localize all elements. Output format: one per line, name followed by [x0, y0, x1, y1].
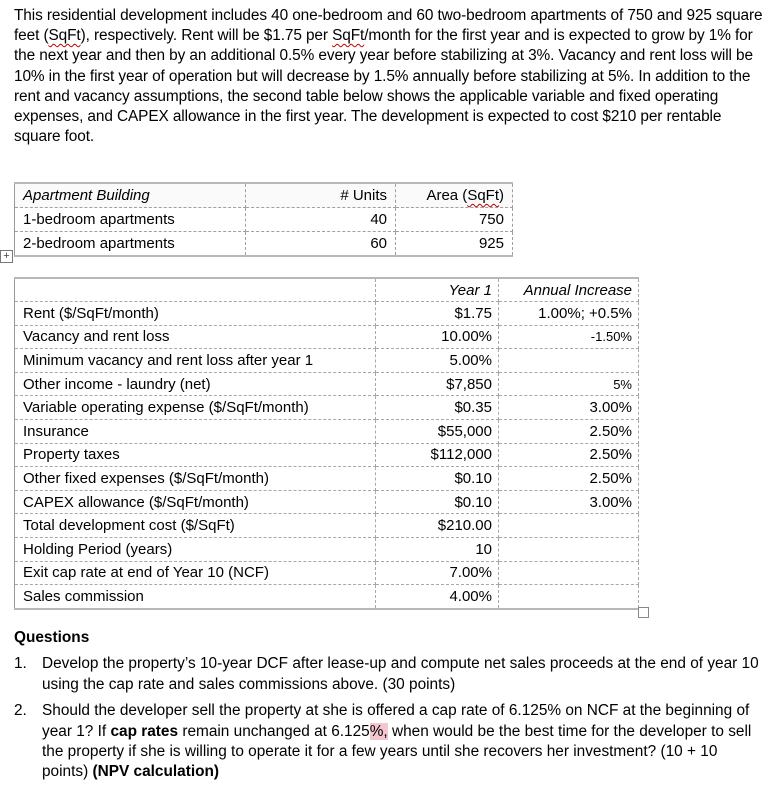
table-cell: 40 — [246, 208, 396, 232]
q2-part-a: Should the developer sell the property at she is offered a cap rate of 6.125% on NCF at the beginning of year 1? If — [42, 702, 750, 740]
area-sqft: SqFt — [467, 187, 499, 204]
table-row — [15, 443, 639, 467]
table-cell — [499, 537, 639, 561]
table-cell: $7,850 — [376, 372, 499, 396]
intro-text-1: This residential development includes 40 one-bedroom and 60 two-bedroom apartments of 750 and 925 square feet ( — [14, 7, 763, 45]
header-year1: Year 1 — [376, 278, 499, 302]
q2-highlight: %, — [369, 722, 388, 740]
table-row — [15, 396, 639, 420]
table-cell: $112,000 — [376, 443, 499, 467]
table-header-row — [15, 278, 639, 302]
question-2 — [14, 701, 766, 783]
table-cell: Sales commission — [15, 585, 376, 609]
question-text — [42, 701, 766, 783]
table-cell: $0.35 — [376, 396, 499, 420]
table-cell: 3.00% — [499, 490, 639, 514]
intro-paragraph — [14, 6, 764, 147]
table-row — [15, 537, 639, 561]
table-cell: Holding Period (years) — [15, 537, 376, 561]
table-cell: Vacancy and rent loss — [15, 325, 376, 349]
table-cell: 2-bedroom apartments — [15, 232, 246, 257]
table-cell: 10.00% — [376, 325, 499, 349]
table-resize-handle-icon[interactable] — [638, 607, 649, 618]
questions-section — [14, 628, 766, 789]
table-cell: 5.00% — [376, 349, 499, 373]
table-row — [15, 419, 639, 443]
question-1 — [14, 654, 766, 695]
table-cell: Other fixed expenses ($/SqFt/month) — [15, 467, 376, 491]
table-cell: 1.00%; +0.5% — [499, 302, 639, 326]
table-cell: 925 — [396, 232, 513, 257]
intro-text-2: ), respectively. Rent will be $1.75 per — [80, 27, 333, 45]
table-cell: 7.00% — [376, 561, 499, 585]
table-row — [15, 490, 639, 514]
table-cell: $0.10 — [376, 467, 499, 491]
table-cell: Minimum vacancy and rent loss after year 1 — [15, 349, 376, 373]
table-row — [15, 467, 639, 491]
table-cell: 4.00% — [376, 585, 499, 609]
table-cell: 60 — [246, 232, 396, 257]
table-cell: -1.50% — [499, 325, 639, 349]
table-cell: Exit cap rate at end of Year 10 (NCF) — [15, 561, 376, 585]
table-cell: Rent ($/SqFt/month) — [15, 302, 376, 326]
apartment-table[interactable] — [14, 182, 513, 257]
table-cell: 750 — [396, 208, 513, 232]
table-cell: $1.75 — [376, 302, 499, 326]
intro-text-3: /month for the first year and is expected to grow by 1% for the next year and then by an additional 0.5% every year before stabilizing at 3%. Vacancy and rent loss will be 10% in the first year of operation but will decrease by 1.5% annually before stabilizing at 5%. In addition to the rent and vacancy assumptions, the second table below shows the applicable variable and fixed operating expenses, and CAPEX allowance in the first year. The development is expected to cost $210 per rentable square foot. — [14, 27, 753, 146]
table-cell: 3.00% — [499, 396, 639, 420]
table-cell — [499, 585, 639, 609]
table-cell — [499, 349, 639, 373]
table-cell — [499, 561, 639, 585]
table-row — [15, 372, 639, 396]
table-cell: Total development cost ($/SqFt) — [15, 514, 376, 538]
q2-cap-rates: cap rates — [110, 722, 179, 740]
table-cell: 5% — [499, 372, 639, 396]
table-cell: 2.50% — [499, 443, 639, 467]
header-area: Area (SqFt) — [396, 183, 513, 208]
table-cell: $210.00 — [376, 514, 499, 538]
table-cell: $0.10 — [376, 490, 499, 514]
table-cell: Variable operating expense ($/SqFt/month) — [15, 396, 376, 420]
table-row — [15, 561, 639, 585]
table-cell: 1-bedroom apartments — [15, 208, 246, 232]
header-annual-increase: Annual Increase — [499, 278, 639, 302]
q2-part-c: remain unchanged at 6.125 — [178, 722, 370, 740]
q2-part-e: when would be the best time for the developer to sell the property if she is willing to operate it for a few years until she recovers her investment? (10 + 10 points) — [42, 722, 752, 781]
table-cell: Property taxes — [15, 443, 376, 467]
questions-heading: Questions — [14, 629, 90, 646]
table-cell: 2.50% — [499, 419, 639, 443]
table-row — [15, 514, 639, 538]
table-row — [15, 325, 639, 349]
assumptions-table[interactable] — [14, 277, 639, 610]
table-cell: Other income - laundry (net) — [15, 372, 376, 396]
sqft-abbrev-2: SqFt — [332, 27, 365, 45]
table-header-row — [15, 183, 513, 208]
table-row — [15, 232, 513, 257]
table-cell — [499, 514, 639, 538]
table-row — [15, 585, 639, 609]
table-move-handle-icon[interactable]: + — [0, 250, 13, 263]
table-row — [15, 349, 639, 373]
header-apartment-building: Apartment Building — [15, 183, 246, 208]
table-cell: Insurance — [15, 419, 376, 443]
question-number: 1. — [14, 655, 27, 673]
question-number: 2. — [14, 702, 27, 720]
q2-npv: (NPV calculation) — [92, 763, 220, 781]
table-cell: 10 — [376, 537, 499, 561]
table-cell: 2.50% — [499, 467, 639, 491]
table-cell: CAPEX allowance ($/SqFt/month) — [15, 490, 376, 514]
table-row — [15, 302, 639, 326]
sqft-abbrev: SqFt — [48, 27, 81, 45]
table-cell: $55,000 — [376, 419, 499, 443]
table-row — [15, 208, 513, 232]
question-text: Develop the property’s 10-year DCF after lease-up and compute net sales proceeds at the end of year 10 using the cap rate and sales commissions above. (30 points) — [42, 655, 759, 693]
header-blank — [15, 278, 376, 302]
header-units: # Units — [246, 183, 396, 208]
